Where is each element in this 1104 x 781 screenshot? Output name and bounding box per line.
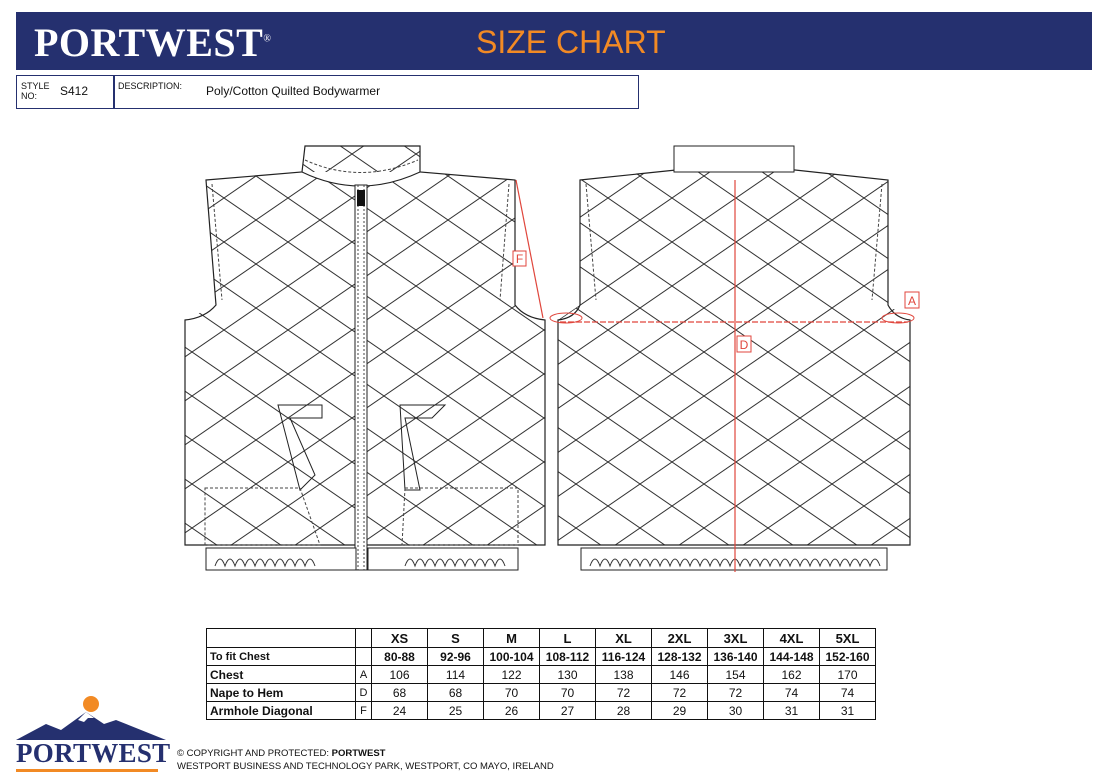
table-cell: 138 [596, 666, 652, 684]
fit-value: 116-124 [596, 648, 652, 666]
table-cell: 130 [540, 666, 596, 684]
table-cell: 27 [540, 702, 596, 720]
fit-chest-row [207, 648, 876, 666]
fit-chest-label: To fit Chest [207, 648, 356, 666]
table-cell: 31 [764, 702, 820, 720]
size-table [206, 628, 876, 720]
row-label: Nape to Hem [207, 684, 356, 702]
row-code: F [356, 702, 372, 720]
footer-brand: PORTWEST [16, 738, 171, 768]
table-cell: 114 [428, 666, 484, 684]
page-title: SIZE CHART [476, 24, 666, 60]
copyright-notice [177, 748, 385, 759]
description-label: DESCRIPTION: [118, 81, 183, 91]
table-cell: 24 [372, 702, 428, 720]
table-row-armhole-diagonal [207, 702, 876, 720]
table-cell: 146 [652, 666, 708, 684]
table-cell: 162 [764, 666, 820, 684]
back-view-drawing [550, 146, 920, 572]
table-cell: 74 [820, 684, 876, 702]
style-number: S412 [60, 84, 89, 98]
size-5xl: 5XL [820, 629, 876, 648]
fit-value: 108-112 [540, 648, 596, 666]
copyright-text: © COPYRIGHT AND PROTECTED: [177, 748, 332, 759]
fit-value: 80-88 [372, 648, 428, 666]
fit-value: 128-132 [652, 648, 708, 666]
row-label: Armhole Diagonal [207, 702, 356, 720]
table-cell: 170 [820, 666, 876, 684]
style-label-line2: NO: [21, 91, 38, 101]
table-cell: 68 [428, 684, 484, 702]
table-cell: 25 [428, 702, 484, 720]
fit-chest-code [356, 648, 372, 666]
fit-value: 136-140 [708, 648, 764, 666]
table-cell: 70 [540, 684, 596, 702]
table-cell: 72 [596, 684, 652, 702]
row-code: D [356, 684, 372, 702]
table-cell: 26 [484, 702, 540, 720]
table-cell: 29 [652, 702, 708, 720]
table-cell: 72 [652, 684, 708, 702]
measure-label-f: F [515, 252, 524, 266]
table-row-nape-to-hem [207, 684, 876, 702]
fit-value: 100-104 [484, 648, 540, 666]
row-label: Chest [207, 666, 356, 684]
table-row-chest [207, 666, 876, 684]
description-text: Poly/Cotton Quilted Bodywarmer [206, 84, 381, 98]
size-xl: XL [596, 629, 652, 648]
fit-value: 144-148 [764, 648, 820, 666]
brand-name: PORTWEST [34, 20, 264, 65]
measure-label-d: D [739, 338, 749, 352]
table-cell: 30 [708, 702, 764, 720]
table-cell: 68 [372, 684, 428, 702]
size-4xl: 4XL [764, 629, 820, 648]
company-address: WESTPORT BUSINESS AND TECHNOLOGY PARK, WESTPORT, CO MAYO, IRELAND [177, 761, 554, 772]
table-cell: 28 [596, 702, 652, 720]
table-cell: 154 [708, 666, 764, 684]
brand-mark: ® [263, 33, 272, 45]
fit-value: 92-96 [428, 648, 484, 666]
table-cell: 122 [484, 666, 540, 684]
table-cell: 72 [708, 684, 764, 702]
row-code: A [356, 666, 372, 684]
size-l: L [540, 629, 596, 648]
size-header-row [207, 629, 876, 648]
size-xs: XS [372, 629, 428, 648]
table-cell: 70 [484, 684, 540, 702]
table-cell: 31 [820, 702, 876, 720]
copyright-brand: PORTWEST [331, 748, 386, 759]
front-view-drawing [180, 140, 550, 570]
size-3xl: 3XL [708, 629, 764, 648]
header-blank [207, 629, 356, 648]
measure-label-a: A [907, 294, 917, 308]
table-cell: 74 [764, 684, 820, 702]
size-m: M [484, 629, 540, 648]
table-cell: 106 [372, 666, 428, 684]
header-blank-code [356, 629, 372, 648]
size-2xl: 2XL [652, 629, 708, 648]
style-label-line1: STYLE [21, 81, 50, 91]
size-s: S [428, 629, 484, 648]
fit-value: 152-160 [820, 648, 876, 666]
